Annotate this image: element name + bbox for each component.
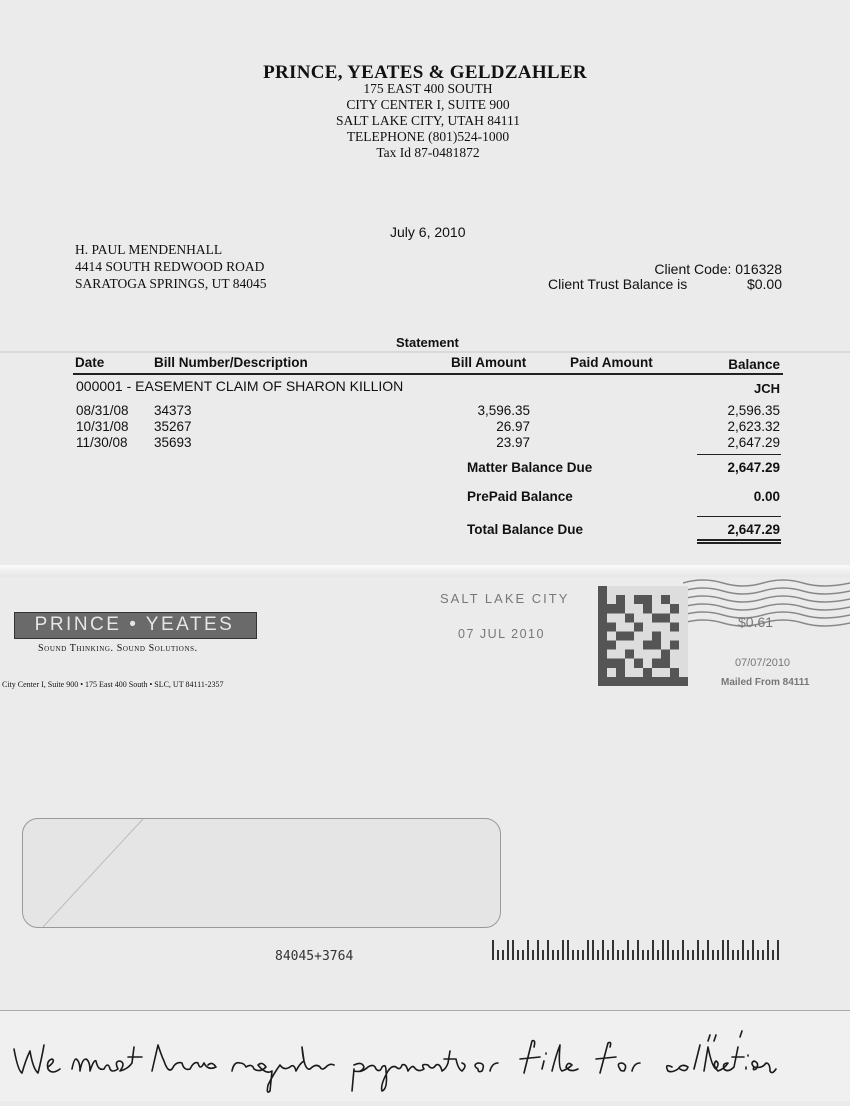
prepaid-balance-value: 0.00 bbox=[753, 489, 780, 504]
col-header-date: Date bbox=[75, 355, 105, 370]
row-bill-number: 35693 bbox=[154, 435, 192, 450]
row-bill-number: 35267 bbox=[154, 419, 192, 434]
client-address-line1: 4414 SOUTH REDWOOD ROAD bbox=[75, 259, 265, 274]
matter-attorney: JCH bbox=[753, 381, 780, 396]
matter-title: 000001 - EASEMENT CLAIM OF SHARON KILLION bbox=[76, 378, 404, 394]
handwritten-note bbox=[0, 1011, 850, 1101]
subtotal-rule bbox=[697, 454, 781, 455]
envelope-window bbox=[22, 818, 501, 928]
statement-date: July 6, 2010 bbox=[390, 224, 466, 240]
postage-date: 07/07/2010 bbox=[735, 657, 791, 669]
total-double-rule bbox=[697, 539, 781, 541]
statement-title: Statement bbox=[396, 335, 459, 350]
postmark-date: 07 JUL 2010 bbox=[458, 627, 545, 641]
return-address: City Center I, Suite 900 • 175 East 400 South • SLC, UT 84111-2357 bbox=[2, 680, 224, 689]
total-double-rule bbox=[697, 542, 781, 544]
firm-tagline: Sound Thinking. Sound Solutions. bbox=[38, 643, 198, 654]
trust-balance-value: $0.00 bbox=[746, 276, 782, 292]
client-code: Client Code: 016328 bbox=[654, 261, 782, 277]
client-name: H. PAUL MENDENHALL bbox=[75, 242, 223, 257]
trust-balance-label: Client Trust Balance is bbox=[548, 276, 688, 292]
total-rule bbox=[697, 516, 781, 517]
row-balance: 2,623.32 bbox=[727, 419, 780, 434]
col-header-description: Bill Number/Description bbox=[154, 355, 308, 370]
postage-2d-barcode bbox=[598, 586, 688, 686]
postmark-city: SALT LAKE CITY bbox=[440, 591, 570, 606]
postage-amount: $0.61 bbox=[738, 614, 774, 630]
zip-code: 84045+3764 bbox=[275, 949, 354, 964]
row-balance: 2,596.35 bbox=[727, 403, 780, 418]
firm-tax-id: Tax Id 87-0481872 bbox=[376, 145, 480, 160]
paper-fold bbox=[0, 351, 850, 353]
firm-address-line: 175 EAST 400 SOUTH bbox=[363, 81, 493, 96]
mailed-from: Mailed From 84111 bbox=[721, 677, 810, 688]
matter-balance-label: Matter Balance Due bbox=[467, 460, 593, 475]
row-balance: 2,647.29 bbox=[727, 435, 780, 450]
col-header-bill-amount: Bill Amount bbox=[451, 355, 527, 370]
firm-address-line: CITY CENTER I, SUITE 900 bbox=[346, 97, 510, 112]
firm-address-line: SALT LAKE CITY, UTAH 84111 bbox=[335, 113, 521, 128]
prepaid-balance-label: PrePaid Balance bbox=[467, 489, 573, 504]
row-date: 08/31/08 bbox=[76, 403, 129, 418]
total-balance-value: 2,647.29 bbox=[727, 522, 780, 537]
col-header-balance: Balance bbox=[728, 357, 780, 372]
matter-balance-value: 2,647.29 bbox=[727, 460, 780, 475]
firm-phone: TELEPHONE (801)524-1000 bbox=[346, 129, 510, 144]
header-rule bbox=[73, 373, 783, 375]
col-header-paid-amount: Paid Amount bbox=[570, 355, 653, 370]
row-date: 10/31/08 bbox=[76, 419, 129, 434]
window-glare bbox=[23, 819, 500, 927]
postnet-barcode bbox=[492, 940, 782, 960]
client-address-line2: SARATOGA SPRINGS, UT 84045 bbox=[75, 276, 267, 291]
row-date: 11/30/08 bbox=[76, 435, 128, 450]
row-bill-number: 34373 bbox=[154, 403, 192, 418]
row-bill-amount: 23.97 bbox=[496, 435, 530, 450]
row-bill-amount: 3,596.35 bbox=[477, 403, 530, 418]
postmark-wave-lines bbox=[683, 575, 850, 645]
total-balance-label: Total Balance Due bbox=[467, 522, 584, 537]
firm-name: PRINCE, YEATES & GELDZAHLER bbox=[263, 62, 587, 83]
handwritten-note-area bbox=[0, 1010, 850, 1101]
firm-logo: PRINCE • YEATES bbox=[34, 614, 235, 635]
row-bill-amount: 26.97 bbox=[496, 419, 530, 434]
